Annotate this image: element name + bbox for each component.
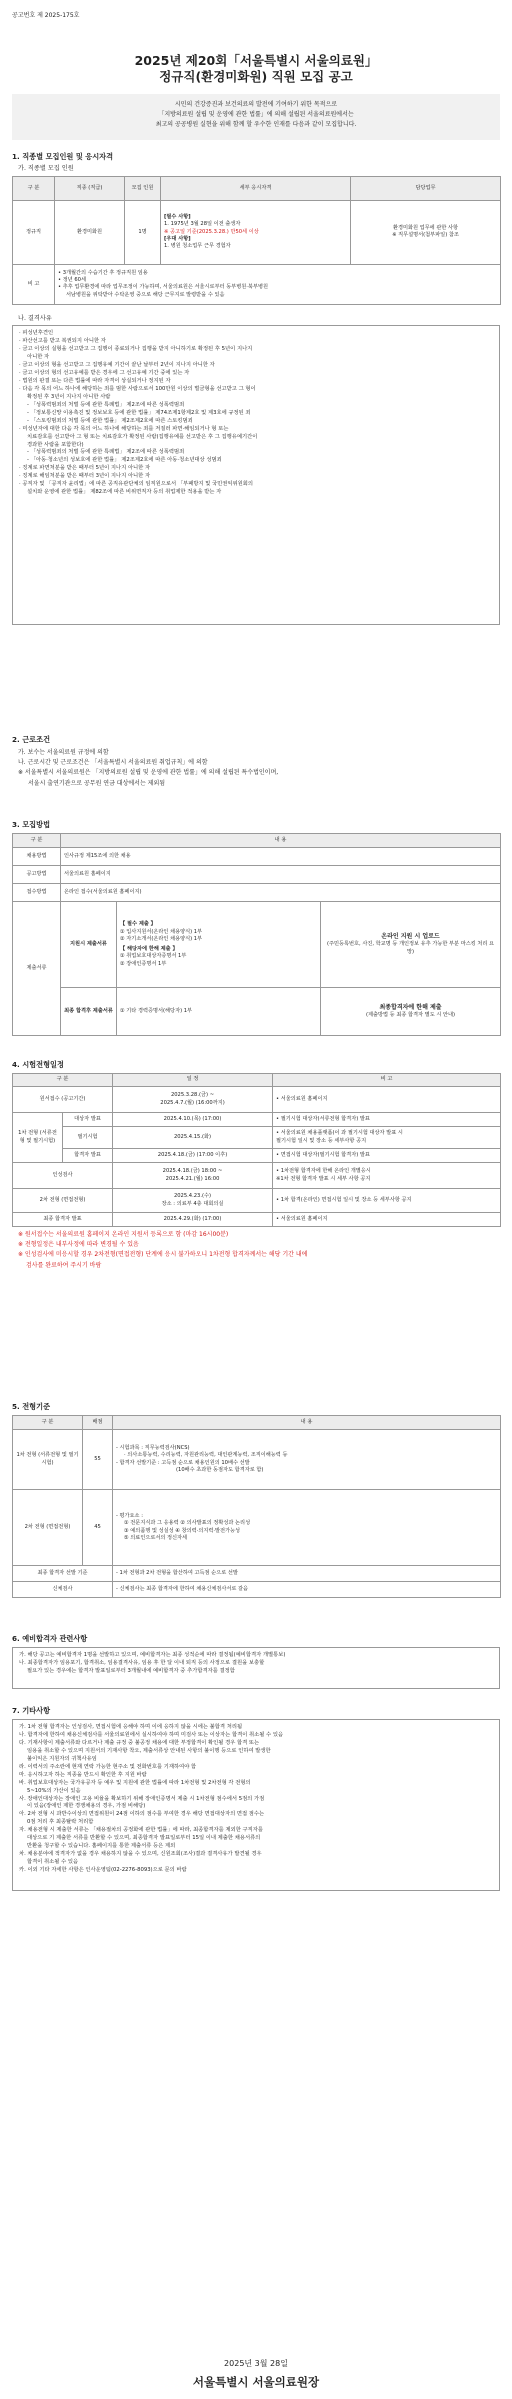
- row-note: [273, 1163, 501, 1189]
- misc-line: 반환을 청구할 수 있습니다. 홈페이지를 통한 제출서류 등은 제외: [27, 1843, 176, 1850]
- row-schedule: [113, 1163, 273, 1189]
- sched-line: 2025.4.18.(금) 18:00 ~: [162, 1168, 223, 1175]
- misc-line: 나. 합격자에 한하여 채용신체검사를 서울의료원에서 실시하여야 하며 미검사 또는 이상자는 합격이 취소될 수 있음: [19, 1732, 284, 1739]
- subsection-heading: 가. 직종별 모집 인원: [18, 165, 74, 173]
- disq-line: 치료감호를 선고받아 그 형 또는 치료감호가 확정된 사람(집행유예를 선고받은 후 그 집행유예기간이: [27, 433, 258, 440]
- misc-line: 라. 이력서의 주소란에 현재 연락 가능한 현주소 및 전화번호를 기재하여야 함: [19, 1763, 197, 1770]
- final-desc: (제출방법 등 최종 합격자 별도 시 안내): [365, 1012, 456, 1019]
- table-row: [13, 1149, 501, 1163]
- section-method: [12, 820, 500, 1036]
- table-header: 구 분: [13, 1416, 83, 1430]
- sched-line: 장소 : 의료부 4층 대회의실: [161, 1200, 224, 1207]
- page-title-line1: 2025년 제20회「서울특별시 서울의료원」: [134, 53, 378, 68]
- row-label: 원서접수 (공고기간): [13, 1087, 113, 1113]
- table-header: 담당업무: [351, 176, 501, 200]
- criteria-table: [12, 1415, 501, 1598]
- disq-line: - 「아동·청소년의 성보호에 관한 법률」 제2조제2호에 따른 아동·청소년대상 성범죄: [27, 457, 222, 464]
- row-schedule: [113, 1087, 273, 1113]
- content-line: · 의사소통능력, 수리능력, 자원관리능력, 대인관계능력, 조직이해능력 등: [124, 1452, 288, 1459]
- section-heading: 4. 시험전형일정: [12, 1060, 64, 1069]
- row-label: 최종 합격자 발표: [13, 1213, 113, 1227]
- req-line: 1. 1975년 3월 28일 이전 출생자: [164, 221, 241, 228]
- page-title-line2: 정규직(환경미화원) 직원 모집 공고: [159, 69, 353, 84]
- schedule-table: [12, 1073, 501, 1227]
- remark-line: • 정년 60세: [58, 276, 86, 283]
- table-row: [13, 1113, 501, 1127]
- section-conditions: [12, 735, 500, 789]
- table-row: [13, 200, 501, 264]
- table-row: [13, 1087, 501, 1113]
- applicant-docs-label: 지원시 제출서류: [61, 902, 117, 988]
- disq-line: - 「성폭력범죄의 처벌 등에 관한 특례법」 제2조에 따른 성폭력범죄: [27, 401, 185, 408]
- upload-desc: (주민등록번호, 사진, 학교명 등 개인정보 유추 가능한 부분 마스킹 처리 요망): [326, 941, 495, 955]
- table-header: 직종 (직급): [55, 176, 125, 200]
- req-line: [우대 사항]: [164, 235, 191, 242]
- section-heading: 3. 모집방법: [12, 820, 51, 829]
- disq-line: · 금고 이상의 형의 선고유예를 받은 경우에 그 선고유예 기간 중에 있는 자: [19, 370, 190, 377]
- docs-title: 【 필수 제출 】: [120, 921, 156, 928]
- schedule-note: ※ 인성검사에 미응시할 경우 2차전형(면접전형) 단계에 응시 불가하오니 1차전형 합격자께서는 해당 기간 내에: [18, 1251, 308, 1259]
- content-line: - 평가요소 :: [116, 1513, 143, 1520]
- table-header: 세부 응시자격: [161, 176, 351, 200]
- note-line: • 1차전형 합격자에 한해 온라인 개별응시: [276, 1168, 371, 1175]
- upload-note: [321, 902, 501, 988]
- subsection-heading: 나. 결격사유: [18, 314, 52, 322]
- row-label: 접수방법: [13, 884, 61, 902]
- content-line: (10배수 초과한 동점자도 합격자로 함): [176, 1466, 264, 1473]
- condition-note: 서울시 출연기관으로 공무원 연금 대상에서는 제외됨: [28, 779, 166, 787]
- reserve-line: 필요가 있는 경우에는 합격자 발표일로부터 3개월내에 예비합격자 중 추가합격자를 결정함: [27, 1667, 235, 1674]
- disq-line: · 피성년후견인: [19, 330, 54, 337]
- row-points: 55: [83, 1430, 113, 1490]
- doc-item: ② 장애인증명서 1부: [120, 960, 167, 967]
- section-heading: 6. 예비합격자 관련사항: [12, 1634, 88, 1643]
- table-row: [13, 902, 501, 988]
- req-line: 1. 병원 청소업무 근무 경험자: [164, 243, 231, 250]
- table-header: 구 분: [13, 1074, 113, 1087]
- method-table: [12, 833, 501, 1036]
- table-row: [13, 866, 501, 884]
- remark-line: • 추후 업무환경에 따라 업무조정이 가능하며, 서울의료원은 서울시로부터 동부병원·북부병원: [58, 284, 268, 291]
- row-schedule: 2025.4.18.(금) (17:00 이후): [113, 1149, 273, 1163]
- disq-line: · 징계로 파면처분을 받은 때부터 5년이 지나지 아니한 자: [19, 465, 151, 472]
- intro-box: [12, 94, 500, 140]
- final-doc-item: ① 기타 경력증명서(해당자) 1부: [117, 988, 321, 1036]
- row-note: • 서울의료원 홈페이지: [273, 1087, 501, 1113]
- sched-line: 2025.4.21.(월) 16:00: [165, 1175, 220, 1182]
- content-line: ③ 예의품행 및 성실성 ④ 창의력·의지력·발전가능성: [124, 1527, 241, 1534]
- row-schedule: [113, 1189, 273, 1213]
- misc-line: 합격이 취소될 수 있음: [27, 1859, 79, 1866]
- table-row: [13, 264, 501, 304]
- row-value: 인사규정 제15조에 의한 채용: [61, 848, 501, 866]
- upload-title: 온라인 지원 시 업로드: [381, 933, 440, 941]
- duty-line: 환경미화원 업무에 관한 사항: [392, 224, 459, 231]
- doc-item: ① 입사지원서(온라인 채용양식) 1부: [120, 928, 203, 935]
- misc-line: 5~10%의 가산이 있음: [27, 1787, 81, 1794]
- row-content: [113, 1430, 501, 1490]
- row-label: 공고방법: [13, 866, 61, 884]
- final-docs-label: 최종 합격후 제출서류: [61, 988, 117, 1036]
- table-row: [13, 884, 501, 902]
- content-line: ⑤ 의료인으로서의 정신자세: [124, 1534, 188, 1541]
- reserve-box: [12, 1647, 500, 1689]
- section-schedule: [12, 1060, 500, 1271]
- misc-line: 대상으로 기 제출한 서류를 반환할 수 있으며, 최종합격자 발표일로부터 15일 이내 제출한 채용서류의: [27, 1835, 261, 1842]
- row-schedule: 2025.4.29.(화) (17:00): [113, 1213, 273, 1227]
- disq-line: 설치와 운영에 관한 법률」 제82조에 따른 비위면직자 등의 취업제한 적용을 받는 자: [27, 489, 222, 496]
- row-schedule: 2025.4.10.(목) (17:00): [113, 1113, 273, 1127]
- section-misc: [12, 1706, 500, 1891]
- remark-line: 서남병원을 위탁받아 수탁운영 중으로 해당 근무지로 발령받을 수 있음: [66, 291, 225, 298]
- disqualification-box: [12, 325, 500, 625]
- note-line: ※1차 전형 합격자 발표 시 세부 사항 공지: [276, 1175, 371, 1182]
- misc-line: 불이익은 지원자의 귀책사유임: [27, 1755, 97, 1762]
- issuing-organization: 서울특별시 서울의료원장: [192, 2375, 320, 2389]
- remarks-label: 비 고: [13, 264, 55, 304]
- misc-line: 자. 채용전형 시 제출한 서류는 「채용절차의 공정화에 관한 법률」에 따라, 최종합격자를 제외한 구직자를: [19, 1827, 263, 1834]
- disq-line: 아니한 자: [27, 354, 50, 361]
- disq-line: · 법원의 판결 또는 다른 법률에 따라 자격이 상실되거나 정지된 자: [19, 378, 171, 385]
- table-header: 내 용: [113, 1416, 501, 1430]
- row-points: 45: [83, 1490, 113, 1566]
- notice-number: 공고번호 제 2025-175호: [12, 12, 80, 19]
- table-row: [13, 1127, 501, 1149]
- row-content: - 1차 전형과 2차 전형을 합산하여 고득점 순으로 선발: [113, 1566, 501, 1582]
- disq-line: - 「성폭력범죄의 처벌 등에 관한 특례법」 제2조에 따른 성폭력범죄: [27, 449, 185, 456]
- misc-line: 0점 처리 후 최종탈락 처리함: [27, 1819, 94, 1826]
- misc-line: 임용을 취소할 수 있으며 지원서의 기재사항 착오, 제출서류상 안내된 사항의 불이행 등으로 인하여 발생한: [27, 1747, 271, 1754]
- table-row: [13, 1163, 501, 1189]
- row-note: • 서울의료원 홈페이지: [273, 1213, 501, 1227]
- section-heading: 7. 기타사항: [12, 1706, 51, 1715]
- disq-line: - 「정보통신망 이용촉진 및 정보보호 등에 관한 법률」 제74조제1항제2호 및 제3호에 규정된 죄: [27, 409, 251, 416]
- schedule-note: ※ 전형일정은 내부사정에 따라 변경될 수 있음: [18, 1241, 139, 1249]
- misc-line: 바. 취업보호대상자는 국가유공자 등 예우 및 지원에 관한 법률에 따라 1차전형 및 2차전형 각 전형의: [19, 1779, 251, 1786]
- row-content: [113, 1490, 501, 1566]
- reserve-line: 가. 해당 공고는 예비합격자 1명을 선발하고 있으며, 예비합격자는 최종 성적순에 따라 결정됨(예비합격자 개별통보): [19, 1652, 286, 1659]
- table-row: [13, 988, 501, 1036]
- reserve-line: 나. 최종합격자가 임용포기, 합격취소, 임용결격사유, 임용 후 한 달 이내 퇴직 등의 사정으로 결원을 보충할: [19, 1660, 265, 1667]
- row-label: 채용방법: [13, 848, 61, 866]
- table-row: [13, 1213, 501, 1227]
- table-row: [13, 1490, 501, 1566]
- disq-line: · 징계로 해임처분을 받은 때부터 3년이 지나지 아니한 자: [19, 473, 151, 480]
- table-header: 구 분: [13, 834, 61, 848]
- table-header: 배점: [83, 1416, 113, 1430]
- misc-line: 카. 이외 기타 자세한 사항은 인사운영팀(02-2276-8093)으로 문의 바람: [19, 1866, 187, 1873]
- misc-line: 아. 2차 전형 시 과반수이상의 면접위원이 24점 이하의 점수를 부여한 경우 해당 면접대상자의 면접 점수는: [19, 1811, 265, 1818]
- row-note: • 필기시험 대상자(서류전형 합격자) 발표: [273, 1113, 501, 1127]
- job-category: 정규직: [13, 200, 55, 264]
- section-heading: 2. 근로조건: [12, 735, 51, 744]
- disq-line: 경과한 사람을 포함한다): [27, 441, 84, 448]
- disq-line: · 금고 이상의 형을 선고받고 그 집행유예 기간이 끝난 날부터 2년이 지나지 아니한 자: [19, 362, 215, 369]
- row-label: 인성검사: [13, 1163, 113, 1189]
- disq-line: 확정된 후 3년이 지나지 아니한 사람: [27, 393, 111, 400]
- table-row: [13, 1189, 501, 1213]
- applicant-docs-list: [117, 902, 321, 988]
- docs-label: 제출서류: [13, 902, 61, 1036]
- table-header: 구 분: [13, 176, 55, 200]
- disq-line: · 금고 이상의 실형을 선고받고 그 집행이 종료되거나 집행을 받지 아니하기로 확정된 후 5년이 지나지: [19, 346, 253, 353]
- doc-item: ① 취업보호대상자증명서 1부: [120, 953, 187, 960]
- row-label: 2차 전형 (면접전형): [13, 1490, 83, 1566]
- job-count: 1명: [125, 200, 161, 264]
- misc-line: 마. 응시하고자 하는 직종을 반드시 확인한 후 지원 바람: [19, 1771, 147, 1778]
- row-sublabel: 합격자 발표: [63, 1149, 113, 1163]
- row-label: 2차 전형 (면접전형): [13, 1189, 113, 1213]
- misc-line: 가. 1차 전형 합격자는 인성검사, 면접시험에 응해야 하며 이에 응하지 않을 시에는 불합격 처리됨: [19, 1724, 243, 1731]
- misc-box: [12, 1719, 500, 1891]
- note-line: 필기시험 일시 및 장소 등 세부사항 공지: [276, 1137, 367, 1144]
- condition-note: ※ 서울특별시 서울의료원은 「지방의료원 설립 및 운영에 관한 법률」에 의해 설립된 특수법인이며,: [18, 769, 279, 777]
- disq-line: · 다음 각 목의 어느 하나에 해당하는 죄를 범한 사람으로서 100만원 이상의 벌금형을 선고받고 그 형이: [19, 385, 256, 392]
- content-line: - 합격자 선발기준 : 고득점 순으로 채용인원의 10배수 선발: [116, 1459, 250, 1466]
- schedule-note: 검사를 완료하여 주시기 바람: [26, 1261, 102, 1269]
- req-line: [필수 사항]: [164, 214, 191, 221]
- table-header: 모집 인원: [125, 176, 161, 200]
- remarks-cell: [55, 264, 501, 304]
- section-criteria: [12, 1402, 500, 1598]
- positions-table: [12, 176, 501, 305]
- schedule-note: ※ 원서접수는 서울의료원 홈페이지 온라인 지원서 등록으로 함 (마감 16시00분): [18, 1231, 229, 1239]
- docs-title: 【 해당자에 한해 제출 】: [120, 946, 178, 953]
- section-reserve: [12, 1634, 500, 1689]
- table-header: 일 정: [113, 1074, 273, 1087]
- remark-line: • 3개월간의 수습기간 후 정규직원 임용: [58, 269, 148, 276]
- table-row: [13, 1566, 501, 1582]
- intro-line: 「지방의료원 설립 및 운영에 관한 법률」에 의해 설립된 서울의료원에서는: [158, 111, 354, 119]
- sched-line: 2025.4.23.(수): [173, 1193, 212, 1200]
- misc-line: 다. 기재사항이 제출서류와 다르거나 제출 규정 중 불공정 채용에 대한 부정합격이 확인될 경우 합격 또는: [19, 1739, 260, 1746]
- table-header: 내 용: [61, 834, 501, 848]
- final-docs-note: [321, 988, 501, 1036]
- row-value: 서울의료원 홈페이지: [61, 866, 501, 884]
- row-note: • 1차 합격(온라인) 면접시험 일시 및 장소 등 세부사항 공지: [273, 1189, 501, 1213]
- section-heading: 5. 전형기준: [12, 1402, 51, 1411]
- row-value: 온라인 접수(서울의료원 홈페이지): [61, 884, 501, 902]
- job-title: 환경미화원: [55, 200, 125, 264]
- disq-line: · 미성년자에 대한 다음 각 목의 어느 하나에 해당하는 죄를 저질러 파면·해임되거나 형 또는: [19, 425, 229, 432]
- row-label: 최종 합격자 선발 기준: [13, 1566, 113, 1582]
- disq-line: · 파산선고를 받고 복권되지 아니한 자: [19, 338, 106, 345]
- job-requirements: [161, 200, 351, 264]
- table-row: [13, 1430, 501, 1490]
- misc-line: 이 있음(장애인 제한 경쟁채용의 경우, 가점 비해당): [27, 1803, 146, 1810]
- intro-line: 시민의 건강증진과 보건의료의 발전에 기여하기 위한 목적으로: [174, 101, 338, 108]
- row-label: 1차 전형 (서류전형 및 필기시험): [13, 1430, 83, 1490]
- sched-line: 2025.3.28.(금) ~: [170, 1092, 215, 1099]
- content-line: - 시험과목 : 직무능력검사(NCS): [116, 1445, 190, 1452]
- row-sublabel: 대상자 발표: [63, 1113, 113, 1127]
- final-title: 최종합격자에 한해 제출: [379, 1003, 442, 1011]
- row-content: - 신체검사는 최종 합격자에 한하여 채용신체검사서로 갈음: [113, 1582, 501, 1598]
- duty-line: ※ 직무설명서(첨부파일) 참조: [392, 232, 459, 239]
- doc-item: ② 자기소개서(온라인 채용양식) 1부: [120, 935, 203, 942]
- job-duties: [351, 200, 501, 264]
- section-positions: [12, 152, 500, 625]
- note-line: • 서울의료원 채용플랫폼(이 과 필기시험 대상자 발표 시: [276, 1130, 403, 1137]
- row-sublabel: 필기시험: [63, 1127, 113, 1149]
- row-label: 1차 전형 (서류전형 및 필기시험): [13, 1113, 63, 1163]
- table-row: [13, 848, 501, 866]
- table-header: 비 고: [273, 1074, 501, 1087]
- disq-line: · 공직자 및 「공직자 윤리법」에 따른 공직유관단체의 임직원으로서 「부패방지 및 국민권익위원회의: [19, 481, 253, 488]
- notice-date: 2025년 3월 28일: [224, 2359, 288, 2368]
- intro-line: 최고의 공공병원 실현을 위해 함께 할 우수한 인재를 다음과 같이 모집합니다.: [155, 121, 357, 129]
- table-row: [13, 1582, 501, 1598]
- row-label: 신체검사: [13, 1582, 113, 1598]
- condition-line: 나. 근로시간 및 근로조건은 「서울특별시 서울의료원 취업규칙」에 의함: [18, 759, 208, 767]
- section-heading: 1. 직종별 모집인원 및 응시자격: [12, 152, 114, 161]
- content-line: ① 전문지식과 그 응용력 ② 의사발표의 정확성과 논리성: [124, 1520, 251, 1527]
- condition-line: 가. 보수는 서울의료원 규정에 의함: [18, 749, 109, 757]
- misc-line: 사. 장애인대상자는 장애인 고용 비율을 확보하기 위해 장애인증명서 제출 시 1차전형 점수에서 5점의 가점: [19, 1795, 265, 1802]
- misc-line: 차. 채용분야에 적격자가 없을 경우 채용하지 않을 수 있으며, 신원조회(조사)결과 결격사유가 발견될 경우: [19, 1851, 262, 1858]
- req-line: ※ 공고일 기준(2025.3.28.) 만50세 이상: [164, 228, 259, 235]
- row-note: [273, 1127, 501, 1149]
- row-note: • 면접시험 대상자(필기시험 합격자) 발표: [273, 1149, 501, 1163]
- row-schedule: 2025.4.15.(화): [113, 1127, 273, 1149]
- sched-line: 2025.4.7.(월) (16:00까지): [160, 1099, 225, 1106]
- disq-line: - 「스토킹범죄의 처벌 등에 관한 법률」 제2조제2호에 따른 스토킹범죄: [27, 417, 193, 424]
